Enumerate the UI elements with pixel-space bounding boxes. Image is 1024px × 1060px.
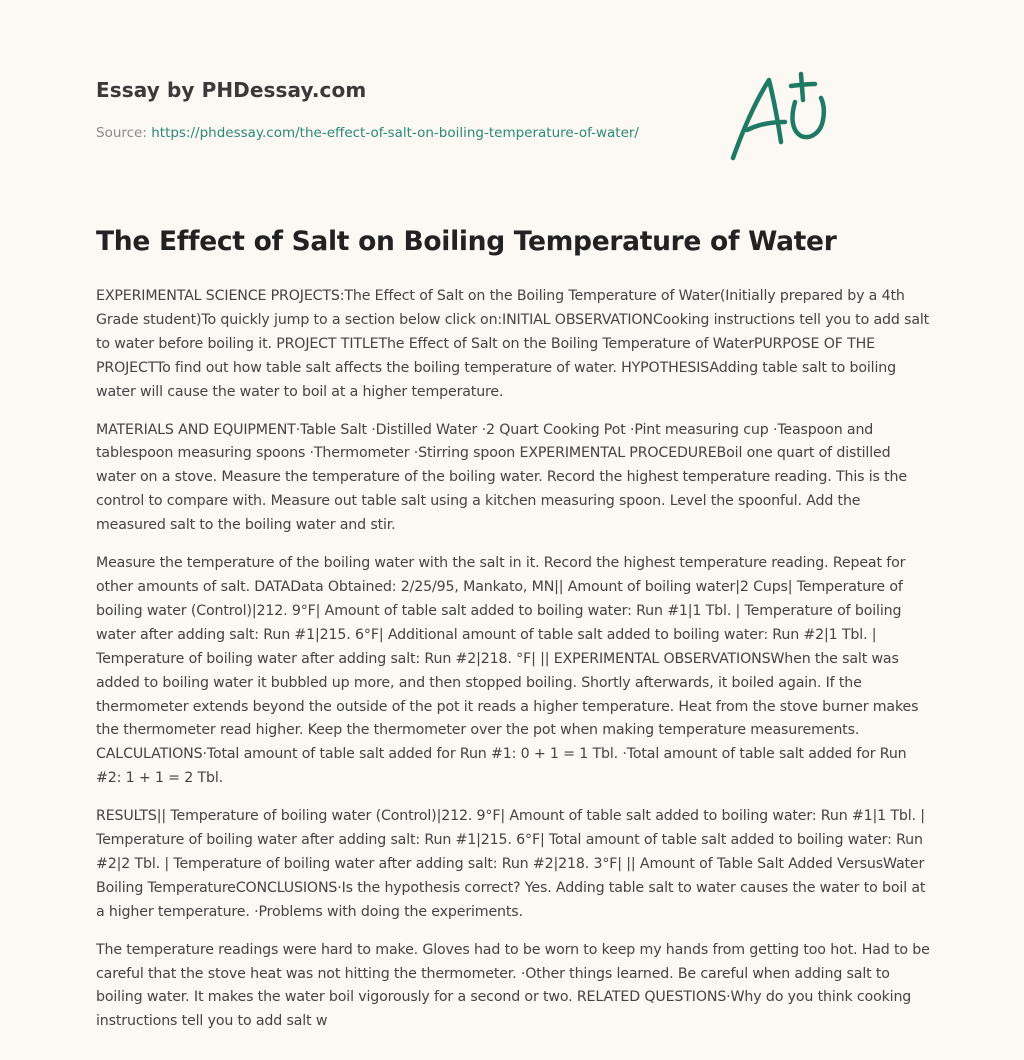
source-link[interactable]: https://phdessay.com/the-effect-of-salt-on-boiling-temperature-of-water/ — [151, 125, 639, 141]
site-brand: Essay by PHDessay.com — [96, 78, 367, 102]
source-label: Source: — [96, 125, 152, 141]
essay-paragraph: The temperature readings were hard to make. Gloves had to be worn to keep my hands from getting too hot. Had to be careful that the stove heat was not hitting the thermometer. ·Other things learned. Be careful when adding salt to boiling water. It makes the water boil vigorously for a second or two. RELATED QUESTIONS·Why do you think cooking instructions tell you to add salt w — [96, 941, 930, 1030]
source-line — [96, 125, 639, 141]
essay-paragraph: MATERIALS AND EQUIPMENT·Table Salt ·Distilled Water ·2 Quart Cooking Pot ·Pint measuring cup ·Teaspoon and tablespoon measuring spoons ·Thermometer ·Stirring spoon EXPERIMENTAL PROCEDUREBoil one quart of distilled water on a stove. Measure the temperature of the boiling water. Record the highest temperature reading. This is the control to compare with. Measure out table salt using a kitchen measuring spoon. Level the spoonful. Add the measured salt to the boiling water and stir. — [96, 421, 907, 534]
essay-body — [96, 285, 930, 1048]
a-plus-logo-icon — [725, 66, 835, 166]
page-title: The Effect of Salt on Boiling Temperature of Water — [96, 226, 837, 257]
essay-paragraph: EXPERIMENTAL SCIENCE PROJECTS:The Effect of Salt on the Boiling Temperature of Water(Initially prepared by a 4th Grade student)To quickly jump to a section below click on:INITIAL OBSERVATIONCooking instructions tell you to add salt to water before boiling it. PROJECT TITLEThe Effect of Salt on the Boiling Temperature of WaterPURPOSE OF THE PROJECTTo find out how table salt affects the boiling temperature of water. HYPOTHESISAdding table salt to boiling water will cause the water to boil at a higher temperature. — [96, 288, 930, 400]
essay-paragraph: RESULTS|| Temperature of boiling water (Control)|212. 9°F| Amount of table salt added to boiling water: Run #1|1 Tbl. | Temperature of boiling water after adding salt: Run #1|215. 6°F| Total amount of table salt added to boiling water: Run #2|2 Tbl. | Temperature of boiling water after adding salt: Run #2|218. 3°F| || Amount of Table Salt Added VersusWater Boiling TemperatureCONCLUSIONS·Is the hypothesis correct? Yes. Adding table salt to water causes the water to boil at a higher temperature. ·Problems with doing the experiments. — [96, 808, 926, 920]
essay-paragraph: Measure the temperature of the boiling water with the salt in it. Record the highest temperature reading. Repeat for other amounts of salt. DATAData Obtained: 2/25/95, Mankato, MN|| Amount of boiling water|2 Cups| Temperature of boiling water (Control)|212. 9°F| Amount of table salt added to boiling water: Run #1|1 Tbl. | Temperature of boiling water after adding salt: Run #1|215. 6°F| Additional amount of table salt added to boiling water: Run #2|1 Tbl. | Temperature of boiling water after adding salt: Run #2|218. °F| || EXPERIMENTAL OBSERVATIONSWhen the salt was added to boiling water it bubbled up more, and then stopped boiling. Shortly afterwards, it boiled again. If the thermometer extends beyond the outside of the pot it reads a higher temperature. Heat from the stove burner makes the thermometer read higher. Keep the thermometer over the pot when making temperature measurements. CALCULATIONS·Total amount of table salt added for Run #1: 0 + 1 = 1 Tbl. ·Total amount of table salt added for Run #2: 1 + 1 = 2 Tbl. — [96, 555, 919, 787]
